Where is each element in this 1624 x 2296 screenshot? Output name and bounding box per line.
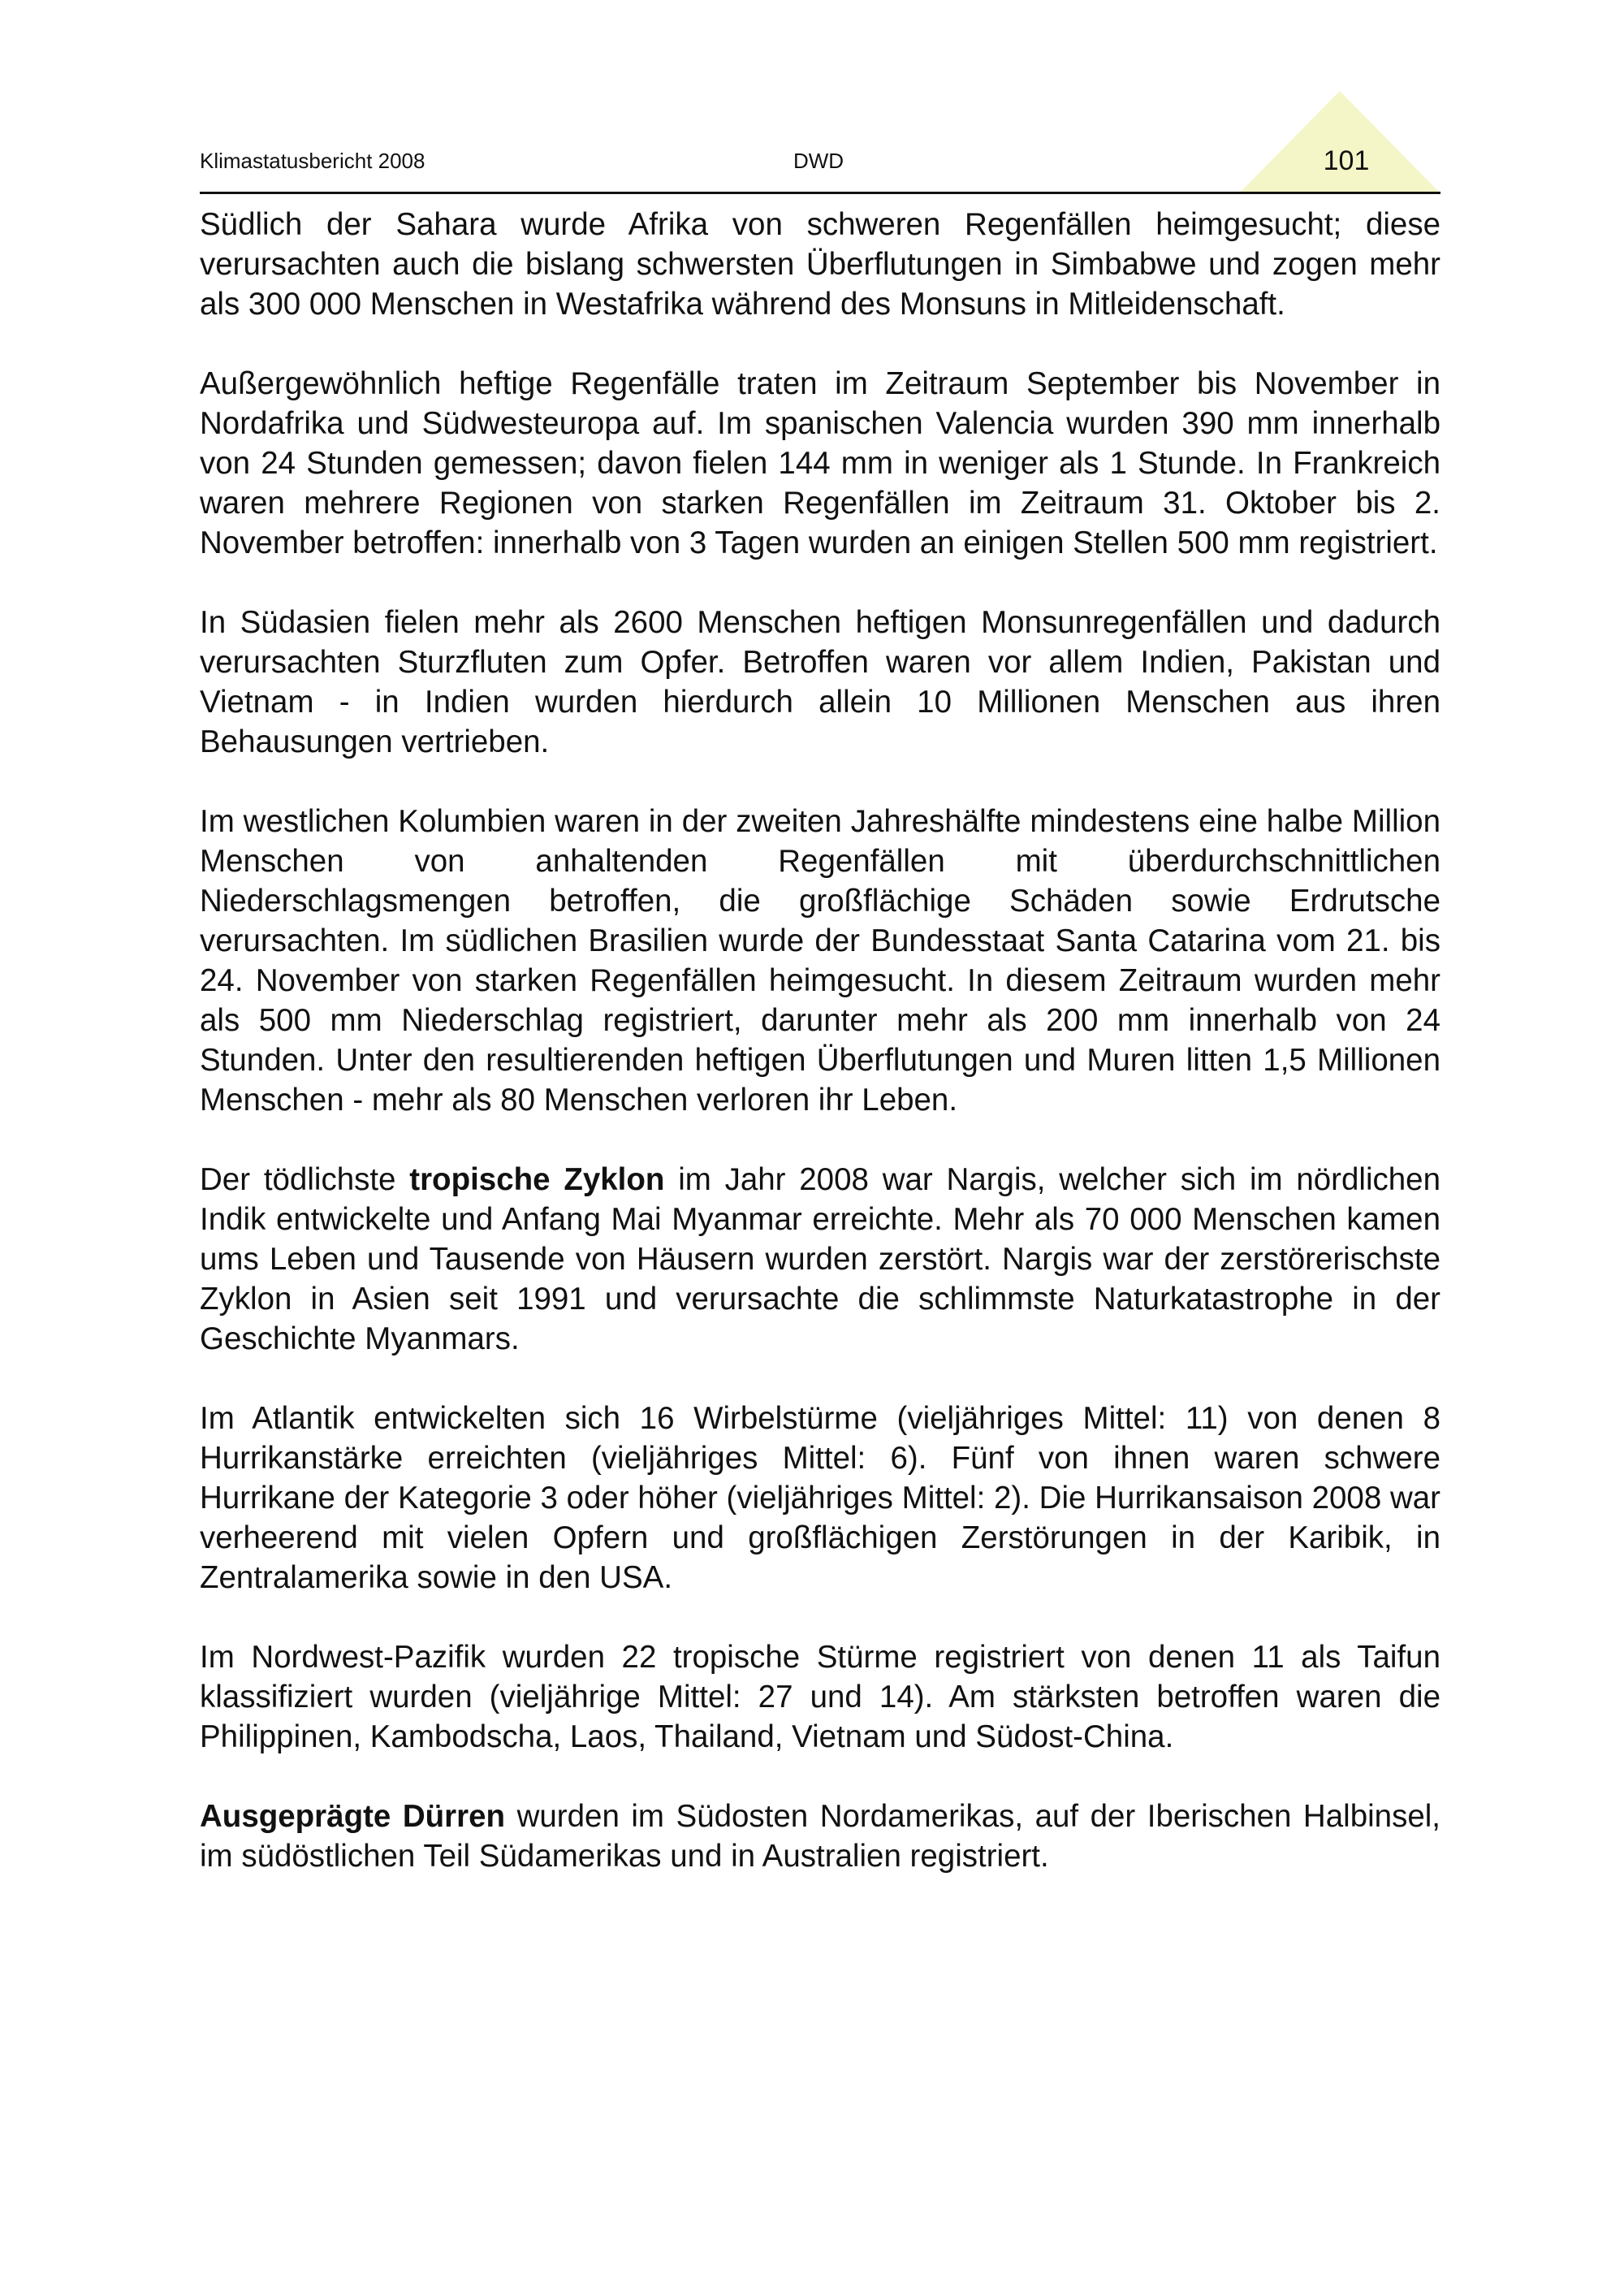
page-header bbox=[200, 146, 1437, 195]
report-title: Klimastatusbericht 2008 bbox=[200, 149, 425, 173]
paragraph-south-america: Im westlichen Kolumbien waren in der zweiten Jahreshälfte mindestens eine halbe Million Menschen von anhaltenden Regenfällen mit überdurchschnittlichen Niederschlagsmengen betroffen, die großflächige Schäden sowie Erdrutsche verursachten. Im südlichen Brasilien wurde der Bundesstaat Santa Catarina vom 21. bis 24. November von starken Regenfällen heimgesucht. In diesem Zeitraum wurden mehr als 500 mm Niederschlag registriert, darunter mehr als 200 mm innerhalb von 24 Stunden. Unter den resultierenden heftigen Überflutungen und Muren litten 1,5 Millionen Menschen - mehr als 80 Menschen verloren ihr Leben. bbox=[200, 804, 1440, 1118]
paragraph-africa: Südlich der Sahara wurde Afrika von schweren Regenfällen heimgesucht; diese verursachten auch die bislang schwersten Überflutungen in Simbabwe und zogen mehr als 300 000 Menschen in Westafrika während des Monsuns in Mitleidenschaft. bbox=[200, 207, 1440, 322]
paragraph-south-asia: In Südasien fielen mehr als 2600 Menschen heftigen Monsunregenfällen und dadurch verursachten Sturzfluten zum Opfer. Betroffen waren vor allem Indien, Pakistan und Vietnam - in Indien wurden hierdurch allein 10 Millionen Menschen aus ihren Behausungen vertrieben. bbox=[200, 605, 1440, 759]
keyword-droughts: Ausgeprägte Dürren bbox=[200, 1799, 506, 1834]
paragraph-cyclone-text: im Jahr 2008 war Nargis, welcher sich im nördlichen Indik entwickelte und Anfang Mai Myanmar erreichte. Mehr als 70 000 Menschen kamen ums Leben und Tausende von Häusern wurden zerstört. Nargis war der zerstörerischste Zyklon in Asien seit 1991 und verursachte die schlimmste Naturkatastrophe in der Geschichte Myanmars. bbox=[200, 1162, 1441, 1356]
page-number: 101 bbox=[1323, 145, 1370, 176]
paragraph-droughts-text: wurden im Südosten Nordamerikas, auf der Iberischen Halbinsel, im südöstlichen Teil Südamerikas und in Australien registriert. bbox=[200, 1799, 1440, 1874]
body-text bbox=[200, 205, 1440, 1916]
keyword-tropical-cyclone: tropische Zyklon bbox=[409, 1162, 665, 1197]
header-divider bbox=[200, 192, 1440, 194]
publisher-label: DWD bbox=[793, 149, 844, 173]
paragraph-droughts bbox=[200, 1797, 1440, 1876]
paragraph-north-africa-europe: Außergewöhnlich heftige Regenfälle traten im Zeitraum September bis November in Nordafrika und Südwesteuropa auf. Im spanischen Valencia wurden 390 mm innerhalb von 24 Stunden gemessen; davon fielen 144 mm in weniger als 1 Stunde. In Frankreich waren mehrere Regionen von starken Regenfällen im Zeitraum 31. Oktober bis 2. November betroffen: innerhalb von 3 Tagen wurden an einigen Stellen 500 mm registriert. bbox=[200, 366, 1440, 560]
paragraph-cyclone-intro: Der tödlichste bbox=[200, 1162, 410, 1197]
paragraph-northwest-pacific: Im Nordwest-Pazifik wurden 22 tropische Stürme registriert von denen 11 als Taifun klassifiziert wurden (vieljährige Mittel: 27 und 14). Am stärksten betroffen waren die Philippinen, Kambodscha, Laos, Thailand, Vietnam und Südost-China. bbox=[200, 1640, 1440, 1754]
paragraph-atlantic: Im Atlantik entwickelten sich 16 Wirbelstürme (vieljähriges Mittel: 11) von denen 8 Hurrikanstärke erreichten (vieljähriges Mittel: 6). Fünf von ihnen waren schwere Hurrikane der Kategorie 3 oder höher (vieljähriges Mittel: 2). Die Hurrikansaison 2008 war verheerend mit vielen Opfern und großflächigen Zerstörungen in der Karibik, in Zentralamerika sowie in den USA. bbox=[200, 1401, 1440, 1595]
paragraph-cyclone bbox=[200, 1160, 1440, 1359]
